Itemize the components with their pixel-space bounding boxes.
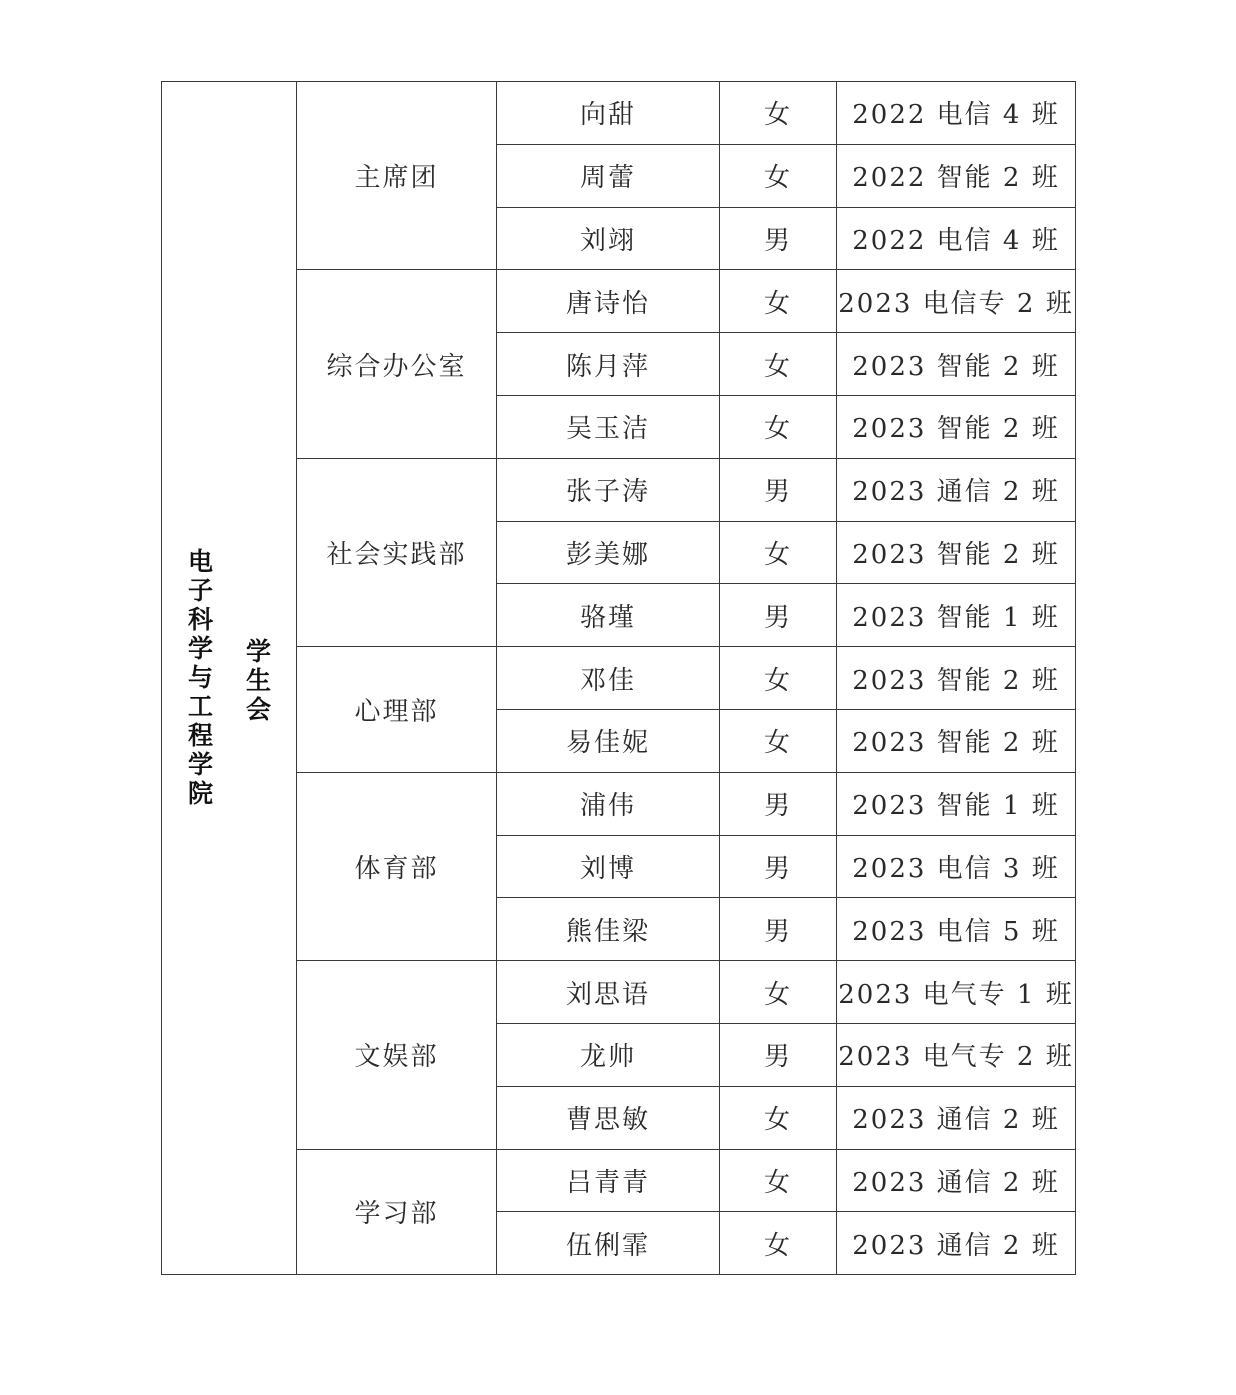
table-row (162, 458, 1076, 521)
college-cell (162, 82, 297, 1275)
member-gender-cell: 女 (720, 1086, 837, 1149)
member-name-cell: 向甜 (497, 82, 720, 145)
member-name-cell: 浦伟 (497, 772, 720, 835)
member-class-cell: 2023 电信专 2 班 (837, 270, 1076, 333)
department-cell: 心理部 (297, 647, 497, 773)
member-name-cell: 易佳妮 (497, 709, 720, 772)
roster-body (162, 82, 1076, 1275)
member-name-cell: 陈月萍 (497, 333, 720, 396)
member-gender-cell: 女 (720, 647, 837, 710)
member-gender-cell: 男 (720, 772, 837, 835)
member-class-cell: 2023 通信 2 班 (837, 1149, 1076, 1212)
member-name-cell: 吕青青 (497, 1149, 720, 1212)
member-name-cell: 周蕾 (497, 144, 720, 207)
member-class-cell: 2023 电信 5 班 (837, 898, 1076, 961)
member-gender-cell: 女 (720, 961, 837, 1024)
member-gender-cell: 男 (720, 1023, 837, 1086)
member-class-cell: 2023 电气专 1 班 (837, 961, 1076, 1024)
department-cell: 综合办公室 (297, 270, 497, 458)
table-row (162, 1149, 1076, 1212)
department-cell: 主席团 (297, 82, 497, 270)
department-cell: 学习部 (297, 1149, 497, 1275)
member-name-cell: 彭美娜 (497, 521, 720, 584)
member-class-cell: 2023 通信 2 班 (837, 1086, 1076, 1149)
member-gender-cell: 女 (720, 82, 837, 145)
member-gender-cell: 男 (720, 898, 837, 961)
member-gender-cell: 女 (720, 1149, 837, 1212)
member-class-cell: 2023 智能 1 班 (837, 772, 1076, 835)
table-row (162, 270, 1076, 333)
member-class-cell: 2022 电信 4 班 (837, 207, 1076, 270)
member-name-cell: 刘博 (497, 835, 720, 898)
member-name-cell: 吴玉洁 (497, 395, 720, 458)
table-row (162, 647, 1076, 710)
member-class-cell: 2023 智能 2 班 (837, 521, 1076, 584)
member-class-cell: 2023 智能 2 班 (837, 333, 1076, 396)
member-class-cell: 2023 电信 3 班 (837, 835, 1076, 898)
member-name-cell: 邓佳 (497, 647, 720, 710)
department-cell: 文娱部 (297, 961, 497, 1149)
member-class-cell: 2023 智能 2 班 (837, 647, 1076, 710)
member-class-cell: 2023 智能 2 班 (837, 709, 1076, 772)
member-name-cell: 曹思敏 (497, 1086, 720, 1149)
member-class-cell: 2023 智能 1 班 (837, 584, 1076, 647)
table-row (162, 772, 1076, 835)
member-gender-cell: 男 (720, 207, 837, 270)
member-name-cell: 龙帅 (497, 1023, 720, 1086)
member-gender-cell: 男 (720, 458, 837, 521)
table-row (162, 82, 1076, 145)
member-name-cell: 张子涛 (497, 458, 720, 521)
member-class-cell: 2023 电气专 2 班 (837, 1023, 1076, 1086)
member-gender-cell: 女 (720, 144, 837, 207)
member-name-cell: 唐诗怡 (497, 270, 720, 333)
member-name-cell: 刘翊 (497, 207, 720, 270)
member-gender-cell: 女 (720, 395, 837, 458)
member-gender-cell: 男 (720, 584, 837, 647)
member-name-cell: 刘思语 (497, 961, 720, 1024)
member-name-cell: 骆瑾 (497, 584, 720, 647)
member-gender-cell: 男 (720, 835, 837, 898)
member-gender-cell: 女 (720, 1212, 837, 1275)
table-row (162, 961, 1076, 1024)
member-gender-cell: 女 (720, 333, 837, 396)
member-class-cell: 2022 电信 4 班 (837, 82, 1076, 145)
college-name: 电 子 科 学 与 工 程 学 院 (188, 547, 216, 808)
department-cell: 社会实践部 (297, 458, 497, 646)
department-cell: 体育部 (297, 772, 497, 960)
member-gender-cell: 女 (720, 270, 837, 333)
member-gender-cell: 女 (720, 521, 837, 584)
member-gender-cell: 女 (720, 709, 837, 772)
member-name-cell: 熊佳梁 (497, 898, 720, 961)
organization-name: 学 生 会 (246, 637, 274, 724)
member-class-cell: 2022 智能 2 班 (837, 144, 1076, 207)
member-class-cell: 2023 通信 2 班 (837, 1212, 1076, 1275)
member-class-cell: 2023 智能 2 班 (837, 395, 1076, 458)
member-class-cell: 2023 通信 2 班 (837, 458, 1076, 521)
member-name-cell: 伍俐霏 (497, 1212, 720, 1275)
roster-table (161, 81, 1076, 1275)
